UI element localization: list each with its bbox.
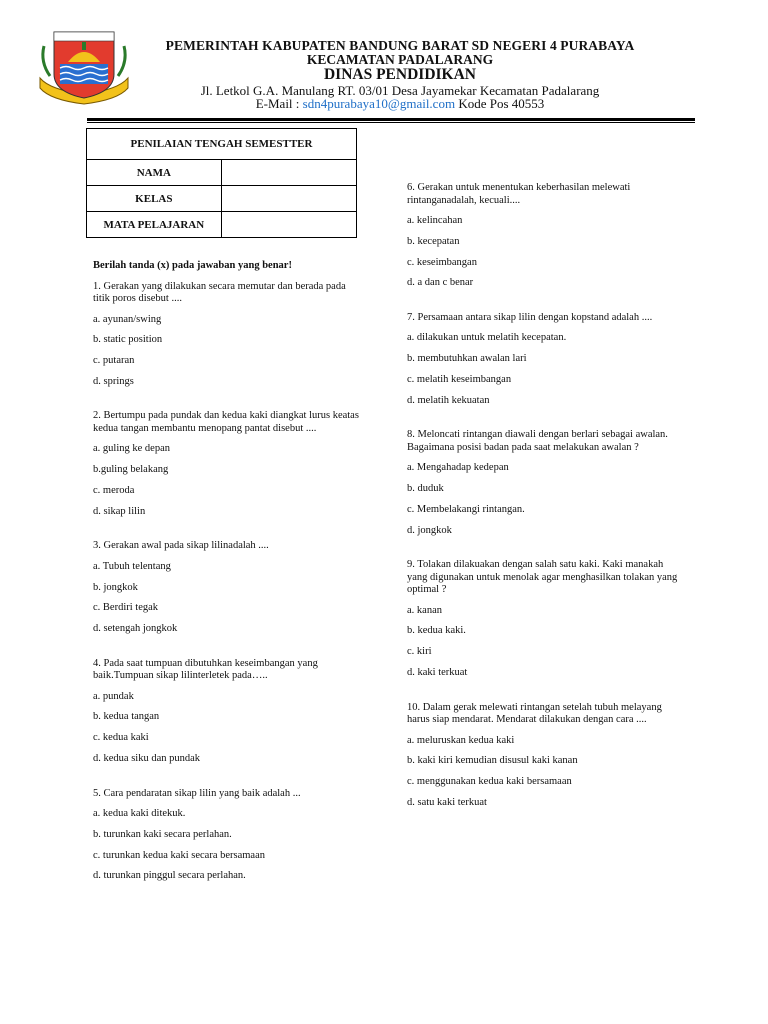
question-4 xyxy=(93,658,363,766)
exam-title: PENILAIAN TENGAH SEMESTTER xyxy=(87,129,357,160)
answer-option[interactable]: d. sikap lilin xyxy=(93,505,146,517)
question-text: 2. Bertumpu pada pundak dan kedua kaki diangkat lurus keatas kedua tangan membantu menopang pantat disebut .... xyxy=(93,410,359,434)
answer-option[interactable]: c. turunkan kedua kaki secara bersamaan xyxy=(93,849,265,861)
answer-option[interactable]: c. putaran xyxy=(93,355,135,367)
answer-option[interactable]: a. dilakukan untuk melatih kecepatan. xyxy=(407,332,567,344)
answer-option[interactable]: c. keseimbangan xyxy=(407,256,477,268)
question-text: 1. Gerakan yang dilakukan secara memutar dan berada pada titik poros disebut .... xyxy=(93,280,346,304)
email-label: E-Mail : xyxy=(255,96,303,111)
question-text: 9. Tolakan dilakuakan dengan salah satu kaki. Kaki manakah yang digunakan untuk menolak agar menghasilkan tolakan yang optimal ? xyxy=(407,559,678,596)
question-text: 6. Gerakan untuk menentukan keberhasilan melewati rintanganadalah, kecuali.... xyxy=(407,182,631,206)
answer-option[interactable]: c. melatih keseimbangan xyxy=(407,373,512,385)
answer-option[interactable]: c. kedua kaki xyxy=(93,732,149,744)
question-7 xyxy=(407,312,679,407)
answer-option[interactable]: a. Mengahadap kedepan xyxy=(407,462,509,474)
answer-option[interactable]: b. kedua tangan xyxy=(93,711,160,723)
answer-option[interactable]: b. static position xyxy=(93,334,163,346)
answer-option[interactable]: b.guling belakang xyxy=(93,464,169,476)
answer-option[interactable]: d. a dan c benar xyxy=(407,277,474,289)
question-8 xyxy=(407,429,679,537)
header-divider xyxy=(87,118,695,121)
answer-option[interactable]: d. turunkan pinggul secara perlahan. xyxy=(93,870,246,882)
student-info-table xyxy=(86,128,357,238)
questions-right-column xyxy=(407,182,679,831)
subject-label: MATA PELAJARAN xyxy=(87,212,222,238)
answer-option[interactable]: a. kelincahan xyxy=(407,215,463,226)
answer-option[interactable]: a. Tubuh telentang xyxy=(93,560,171,572)
instruction-text: Berilah tanda (x) pada jawaban yang benar! xyxy=(93,260,292,271)
answer-option[interactable]: b. duduk xyxy=(407,483,444,495)
question-text: 3. Gerakan awal pada sikap lilinadalah .... xyxy=(93,540,269,552)
answer-option[interactable]: c. Membelakangi rintangan. xyxy=(407,503,525,515)
answer-option[interactable]: d. kaki terkuat xyxy=(407,667,468,679)
answer-option[interactable]: d. setengah jongkok xyxy=(93,623,178,635)
postal-code: Kode Pos 40553 xyxy=(455,96,545,111)
header-divider-thin xyxy=(87,122,695,123)
answer-option[interactable]: c. meroda xyxy=(93,484,135,496)
class-label: KELAS xyxy=(87,186,222,212)
question-text: 10. Dalam gerak melewati rintangan setelah tubuh melayang harus siap mendarat. Mendarat dilakukan dengan cara .... xyxy=(407,701,662,726)
name-label: NAMA xyxy=(87,160,222,186)
question-text: 8. Meloncati rintangan diawali dengan berlari sebagai awalan. Bagaimana posisi badan pada saat melakukan awalan ? xyxy=(407,429,668,453)
answer-option[interactable]: b. kedua kaki. xyxy=(407,625,466,637)
answer-option[interactable]: c. kiri xyxy=(407,646,432,658)
email-link[interactable]: sdn4purabaya10@gmail.com xyxy=(302,96,456,111)
header-district: KECAMATAN PADALARANG xyxy=(306,52,494,67)
question-6 xyxy=(407,182,679,290)
answer-option[interactable]: c. menggunakan kedua kaki bersamaan xyxy=(407,776,572,788)
answer-option[interactable]: a. meluruskan kedua kaki xyxy=(407,734,515,746)
answer-option[interactable]: d. kedua siku dan pundak xyxy=(93,753,201,765)
answer-option[interactable]: a. kanan xyxy=(407,604,442,616)
answer-option[interactable]: d. jongkok xyxy=(407,524,452,536)
subject-field[interactable] xyxy=(221,212,356,238)
question-5 xyxy=(93,788,363,883)
header-department: DINAS PENDIDIKAN xyxy=(323,66,476,83)
question-9 xyxy=(407,559,679,679)
answer-option[interactable]: a. guling ke depan xyxy=(93,443,170,455)
answer-option[interactable]: a. kedua kaki ditekuk. xyxy=(93,808,186,820)
answer-option[interactable]: d. satu kaki terkuat xyxy=(407,796,487,808)
answer-option[interactable]: d. springs xyxy=(93,375,134,387)
question-10 xyxy=(407,702,679,810)
questions-left-column xyxy=(93,260,363,905)
question-text: 5. Cara pendaratan sikap lilin yang baik adalah ... xyxy=(93,787,301,799)
header-contact xyxy=(100,97,700,110)
answer-option[interactable]: c. Berdiri tegak xyxy=(93,602,159,614)
answer-option[interactable]: b. jongkok xyxy=(93,581,138,593)
answer-option[interactable]: d. melatih kekuatan xyxy=(407,394,490,406)
answer-option[interactable]: a. ayunan/swing xyxy=(93,313,162,325)
question-1 xyxy=(93,281,363,389)
question-3 xyxy=(93,540,363,635)
answer-option[interactable]: a. pundak xyxy=(93,690,134,702)
header-address: Jl. Letkol G.A. Manulang RT. 03/01 Desa Jayamekar Kecamatan Padalarang xyxy=(200,83,600,98)
answer-option[interactable]: b. kaki kiri kemudian disusul kaki kanan xyxy=(407,755,578,767)
class-field[interactable] xyxy=(221,186,356,212)
answer-option[interactable]: b. membutuhkan awalan lari xyxy=(407,353,527,365)
question-text: 4. Pada saat tumpuan dibutuhkan keseimbangan yang baik.Tumpuan sikap lilinterletek pada….. xyxy=(93,657,318,682)
header-government: PEMERINTAH KABUPATEN BANDUNG BARAT SD NEGERI 4 PURABAYA xyxy=(165,38,635,53)
question-text: 7. Persamaan antara sikap lilin dengan kopstand adalah .... xyxy=(407,311,653,323)
name-field[interactable] xyxy=(221,160,356,186)
question-2 xyxy=(93,410,363,518)
answer-option[interactable]: b. kecepatan xyxy=(407,235,460,247)
answer-option[interactable]: b. turunkan kaki secara perlahan. xyxy=(93,828,232,840)
